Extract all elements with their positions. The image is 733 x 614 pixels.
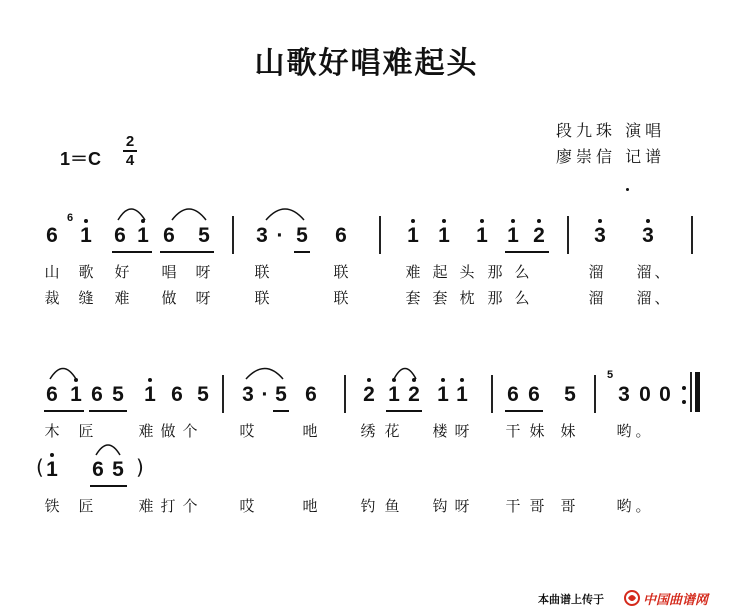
lyric: 那 xyxy=(487,289,503,307)
lyric: 铁 xyxy=(44,497,60,515)
note: 1 xyxy=(70,383,82,406)
lyric: 干 xyxy=(505,497,521,515)
lyric: 。 xyxy=(635,497,651,515)
note: 6 xyxy=(507,383,519,406)
grace-note: 6 xyxy=(66,212,74,224)
note: 1 xyxy=(456,383,468,406)
site-name[interactable]: 中国曲谱网 xyxy=(643,593,709,608)
note: 5 xyxy=(112,458,124,481)
lyric: 、 xyxy=(654,289,670,307)
lyric: 哥 xyxy=(529,497,545,515)
lyric: 个 xyxy=(182,497,198,515)
lyric: 联 xyxy=(333,263,349,281)
lyric: 干 xyxy=(505,422,521,440)
note: 5 xyxy=(564,383,576,406)
grace-note: 5 xyxy=(606,369,614,381)
augmentation-dot: · xyxy=(276,224,284,247)
page-title: 山歌好唱难起头 xyxy=(254,46,479,81)
lyric: 裁 xyxy=(44,289,60,307)
note: 3 xyxy=(242,383,254,406)
note: 5 xyxy=(296,224,308,247)
lyric: 木 xyxy=(44,422,60,440)
lyric: 鱼 xyxy=(384,497,400,515)
meter-bottom: 4 xyxy=(125,152,135,169)
lyric: 溜 xyxy=(636,289,652,307)
lyric: 难 xyxy=(138,422,154,440)
note: 5 xyxy=(112,383,124,406)
lyric: 溜 xyxy=(588,289,604,307)
note: 6 xyxy=(91,383,103,406)
lyric: 枕 xyxy=(459,289,475,307)
lyric: 呀 xyxy=(195,263,211,281)
note: 6 xyxy=(46,224,58,247)
key-signature: 1＝C xyxy=(60,149,102,169)
lyric: 哟 xyxy=(616,422,632,440)
lyric: 么 xyxy=(514,263,530,281)
lyric: 歌 xyxy=(78,263,94,281)
lyric: 、 xyxy=(654,263,670,281)
lyric: 套 xyxy=(432,289,448,307)
note: 6 xyxy=(528,383,540,406)
lyric: 山 xyxy=(44,263,60,281)
swirl-logo-icon xyxy=(624,590,640,606)
note: 2 xyxy=(408,383,420,406)
lyric: 难 xyxy=(138,497,154,515)
lyric: 妹 xyxy=(560,422,576,440)
lyric: 妹 xyxy=(529,422,545,440)
note: 1 xyxy=(507,224,519,247)
lyric: 绣 xyxy=(360,422,376,440)
lyric: 钓 xyxy=(360,497,376,515)
note: 1 xyxy=(437,383,449,406)
lyric: 楼 xyxy=(432,422,448,440)
note: 0 xyxy=(659,383,671,406)
lyric: 溜 xyxy=(636,263,652,281)
lyric: 难 xyxy=(405,263,421,281)
note: 1 xyxy=(438,224,450,247)
lyric: 联 xyxy=(333,289,349,307)
note: 1 xyxy=(46,458,58,481)
notation-credit: 廖崇信 记谱 xyxy=(556,147,666,166)
lyric: 做 xyxy=(160,422,176,440)
note: 3 xyxy=(594,224,606,247)
note: 5 xyxy=(198,224,210,247)
lyric: 花 xyxy=(384,422,400,440)
close-paren: ) xyxy=(136,455,144,479)
note: 1 xyxy=(388,383,400,406)
lyric: 哎 xyxy=(239,497,255,515)
lyric: 套 xyxy=(405,289,421,307)
lyric: 钩 xyxy=(432,497,448,515)
note: 2 xyxy=(363,383,375,406)
augmentation-dot: · xyxy=(261,383,269,406)
lyric: 哎 xyxy=(239,422,255,440)
lyric: 起 xyxy=(432,263,448,281)
lyric: 缝 xyxy=(78,289,94,307)
note: 6 xyxy=(46,383,58,406)
lyric: 。 xyxy=(635,422,651,440)
note: 1 xyxy=(476,224,488,247)
note: 3 xyxy=(256,224,268,247)
open-paren: ( xyxy=(36,455,44,479)
site-logo[interactable] xyxy=(624,588,724,608)
lyric: 唱 xyxy=(161,263,177,281)
lyric: 哟 xyxy=(616,497,632,515)
note: 2 xyxy=(533,224,545,247)
lyric: 溜 xyxy=(588,263,604,281)
note: 3 xyxy=(618,383,630,406)
note: 1 xyxy=(80,224,92,247)
lyric: 打 xyxy=(160,497,176,515)
note: 3 xyxy=(642,224,654,247)
note: 1 xyxy=(144,383,156,406)
lyric: 那 xyxy=(487,263,503,281)
lyric: 匠 xyxy=(78,497,94,515)
lyric: 哥 xyxy=(560,497,576,515)
note: 5 xyxy=(275,383,287,406)
lyric: 呀 xyxy=(195,289,211,307)
lyric: 难 xyxy=(114,289,130,307)
lyric: 吔 xyxy=(302,422,318,440)
lyric: 头 xyxy=(459,263,475,281)
note: 1 xyxy=(137,224,149,247)
lyric: 呀 xyxy=(454,422,470,440)
lyric: 么 xyxy=(514,289,530,307)
note: 6 xyxy=(114,224,126,247)
note: 6 xyxy=(92,458,104,481)
lyric: 匠 xyxy=(78,422,94,440)
note: 0 xyxy=(639,383,651,406)
lyric: 吔 xyxy=(302,497,318,515)
lyric: 好 xyxy=(114,263,130,281)
lyric: 做 xyxy=(161,289,177,307)
lyric: 联 xyxy=(254,263,270,281)
lyric: 个 xyxy=(182,422,198,440)
note: 6 xyxy=(305,383,317,406)
note: 6 xyxy=(163,224,175,247)
note: 6 xyxy=(335,224,347,247)
upload-note: 本曲谱上传于 xyxy=(538,593,604,606)
note: 6 xyxy=(171,383,183,406)
lyric: 呀 xyxy=(454,497,470,515)
singer-credit: 段九珠 演唱 xyxy=(556,121,666,140)
meter-top: 2 xyxy=(125,133,135,150)
note: 5 xyxy=(197,383,209,406)
note: 1 xyxy=(407,224,419,247)
lyric: 联 xyxy=(254,289,270,307)
